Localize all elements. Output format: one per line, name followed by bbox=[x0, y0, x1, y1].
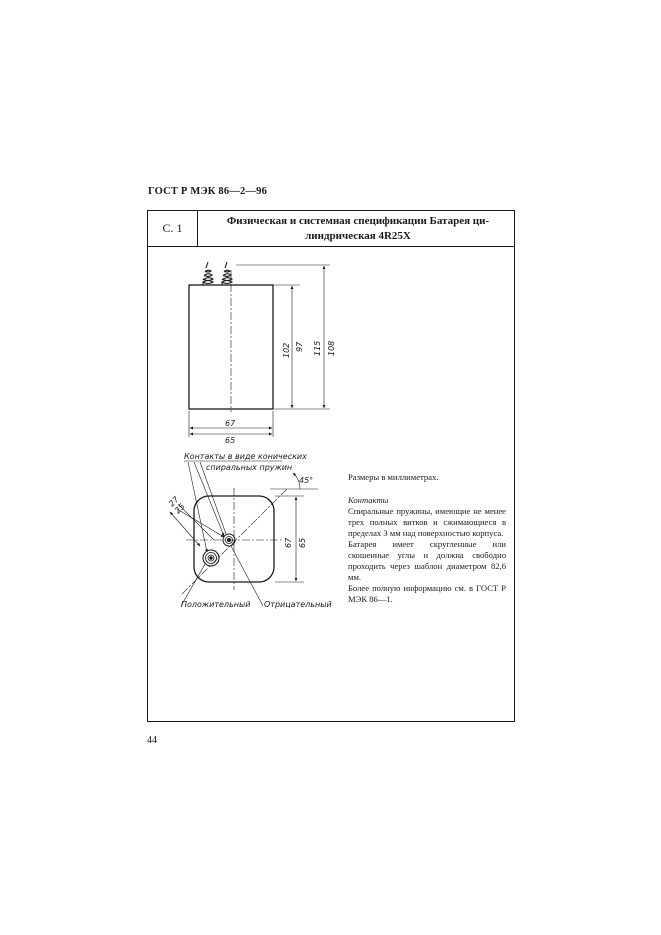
page-number: 44 bbox=[147, 735, 157, 746]
dim-label-108: 108 bbox=[327, 340, 336, 356]
sheet-title-line-1: Физическая и системная спецификации Батарея ци- bbox=[226, 215, 490, 227]
document-header: ГОСТ Р МЭК 86—2—96 bbox=[148, 186, 268, 197]
dim-label-97: 97 bbox=[295, 341, 304, 352]
dim-label-102: 102 bbox=[282, 342, 291, 358]
spring-left-icon bbox=[203, 262, 213, 285]
dim-label-115: 115 bbox=[313, 340, 322, 356]
notes-block bbox=[348, 472, 506, 605]
negative-label: Отрицательный bbox=[264, 600, 332, 609]
dim-label-25: 25 bbox=[173, 501, 187, 516]
notes-paragraph-springs: Спиральные пружины, имеющие не менее трех полных витков и сжимающиеся в пределах 3 мм над поверхностью корпуса. bbox=[348, 506, 506, 538]
dim-label-27: 27 bbox=[167, 494, 181, 509]
dim-label-67: 67 bbox=[225, 419, 236, 428]
sheet-title-line-2: линдрическая 4R25X bbox=[305, 230, 411, 242]
spring-right-icon bbox=[222, 262, 232, 285]
dim-label-top-67: 67 bbox=[284, 537, 293, 548]
positive-label: Положительный bbox=[181, 600, 251, 609]
positive-contact-icon bbox=[203, 550, 219, 566]
dim-line-27 bbox=[170, 512, 200, 546]
notes-paragraph-corners: Батарея имеет скругленные или скошенные углы и должна свободно проходить через шаблон диаметром 82,6 мм. bbox=[348, 539, 506, 582]
dim-label-65: 65 bbox=[225, 436, 236, 445]
notes-paragraph-reference: Более полную информацию см. в ГОСТ Р МЭК 86—1. bbox=[348, 583, 506, 604]
top-view bbox=[170, 461, 318, 606]
side-view bbox=[189, 262, 330, 437]
contacts-caption-line-2: спиральных пружин bbox=[206, 463, 293, 472]
notes-contacts-heading: Контакты bbox=[348, 495, 389, 505]
contacts-caption-line-1: Контакты в виде конических bbox=[184, 452, 307, 461]
sheet-code: С. 1 bbox=[148, 211, 198, 246]
notes-sizes: Размеры в миллиметрах. bbox=[348, 472, 439, 482]
dim-label-top-65: 65 bbox=[298, 537, 307, 548]
angle-label: 45° bbox=[299, 476, 314, 485]
dim-line-25 bbox=[177, 509, 224, 537]
